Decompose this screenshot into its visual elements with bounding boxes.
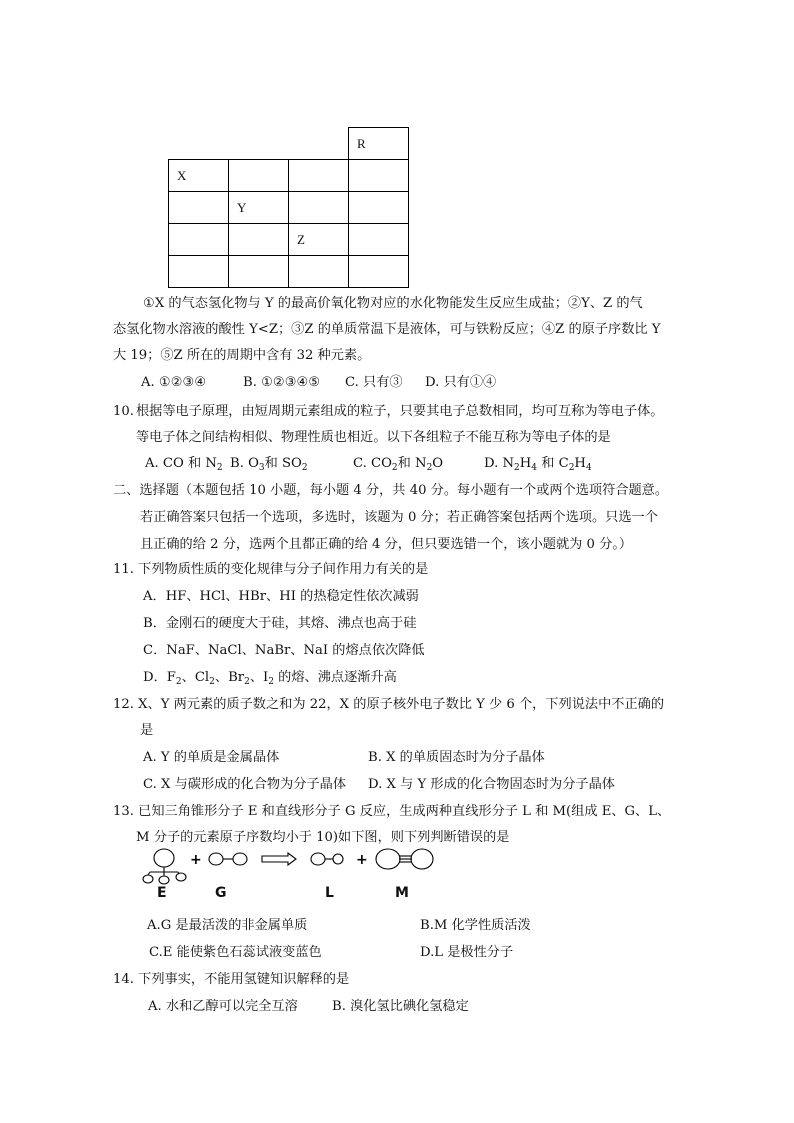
molecule-g-icon — [209, 853, 247, 865]
section2-line-1: 二、选择题（本题包括 10 小题，每小题 4 分，共 40 分。每小题有一个或两个选项符合题意。 — [113, 483, 669, 498]
q9-stem-line-3: 大 19；⑤Z 所在的周期中含有 32 种元素。 — [113, 348, 371, 363]
q12-stem-line-1: 12. X、Y 两元素的质子数之和为 22，X 的原子核外电子数比 Y 少 6 个，下列说法中不正确的 — [113, 697, 665, 712]
label-m: M — [395, 885, 409, 901]
q14-option-a: A. 水和乙醇可以完全互溶 — [148, 999, 298, 1014]
q12-option-b: B. X 的单质固态时为分子晶体 — [368, 750, 545, 765]
q9-option-d: D. 只有①④ — [425, 375, 497, 390]
label-e: E — [157, 885, 167, 901]
q12-stem-line-2: 是 — [140, 723, 154, 738]
cell-y: Y — [229, 192, 289, 224]
molecule-l-icon — [311, 853, 343, 865]
q12-option-c: C. X 与碳形成的化合物为分子晶体 — [143, 777, 347, 792]
label-l: L — [325, 885, 334, 901]
q9-option-b: B. ①②③④⑤ — [243, 375, 321, 390]
q13-stem-line-1: 13. 已知三角锥形分子 E 和直线形分子 G 反应，生成两种直线形分子 L 和 M(组成 E、G、L、 — [113, 804, 671, 819]
q9-stem-line-1: ①X 的气态氢化物与 Y 的最高价氧化物对应的水化物能发生反应生成盐；②Y、Z 的气 — [143, 296, 643, 311]
q11-option-b: B．金刚石的硬度大于硅，其熔、沸点也高于硅 — [143, 616, 417, 631]
plus-sign-2: + — [356, 852, 368, 868]
q14-stem: 14. 下列事实，不能用氢键知识解释的是 — [113, 972, 350, 987]
reaction-arrow-icon — [262, 853, 296, 865]
q11-option-a: A．HF、HCl、HBr、HI 的热稳定性依次减弱 — [143, 589, 419, 604]
periodic-table-fragment — [168, 127, 409, 288]
q13-stem-line-2: M 分子的元素原子序数均小于 10)如下图，则下列判断错误的是 — [136, 830, 510, 845]
cell-z: Z — [289, 224, 349, 256]
q10-option-a: A. CO 和 $N_2$ — [145, 456, 223, 473]
q14-option-b: B. 溴化氢比碘化氢稳定 — [332, 999, 469, 1014]
section2-line-3: 且正确的给 2 分，选两个且都正确的给 4 分，但只要选错一个，该小题就为 0 分。） — [140, 537, 633, 552]
q13-option-b: B.M 化学性质活泼 — [420, 918, 531, 933]
q9-option-a: A. ①②③④ — [141, 375, 207, 390]
q10-option-d: D. $N_2H_4$ 和 $C_2H_4$ — [484, 456, 592, 473]
q10-stem-line-1: 根据等电子原理，由短周期元素组成的粒子，只要其电子总数相同，均可互称为等电子体。 — [136, 404, 664, 419]
q12-option-a: A. Y 的单质是金属晶体 — [143, 750, 280, 765]
q10-option-b: B. $O_3$和 $SO_2$ — [230, 456, 308, 473]
molecule-m-icon — [376, 849, 433, 869]
molecule-e-icon — [143, 849, 186, 884]
q10-stem-line-2: 等电子体之间结构相似、物理性质也相近。以下各组粒子不能互称为等电子体的是 — [136, 430, 611, 445]
q9-stem-line-2: 态氢化物水溶液的酸性 Y<Z；③Z 的单质常温下是液体，可与铁粉反应；④Z 的原子序数比 Y — [113, 322, 661, 337]
q11-option-c: C．NaF、NaCl、NaBr、NaI 的熔点依次降低 — [143, 643, 425, 658]
section2-line-2: 若正确答案只包括一个选项，多选时，该题为 0 分；若正确答案包括两个选项。只选一个 — [140, 510, 658, 525]
q11-option-d: D．$F_2$、$Cl_2$、$Br_2$、$I_2$ 的熔、沸点逐渐升高 — [143, 670, 397, 687]
q13-option-a: A.G 是最活泼的非金属单质 — [147, 918, 308, 933]
q12-option-d: D. X 与 Y 形成的化合物固态时为分子晶体 — [368, 777, 615, 792]
q13-option-c: C.E 能使紫色石蕊试液变蓝色 — [149, 945, 322, 960]
label-g: G — [215, 885, 227, 901]
q11-stem: 11. 下列物质性质的变化规律与分子间作用力有关的是 — [113, 562, 429, 577]
cell-x: X — [169, 160, 229, 192]
q10-option-c: C. $CO_2$和 $N_2O$ — [353, 456, 444, 473]
q10-number: 10. — [113, 404, 134, 419]
cell-r: R — [349, 128, 409, 160]
q9-option-c: C. 只有③ — [345, 375, 403, 390]
plus-sign-1: + — [190, 852, 202, 868]
q13-option-d: D.L 是极性分子 — [420, 945, 514, 960]
